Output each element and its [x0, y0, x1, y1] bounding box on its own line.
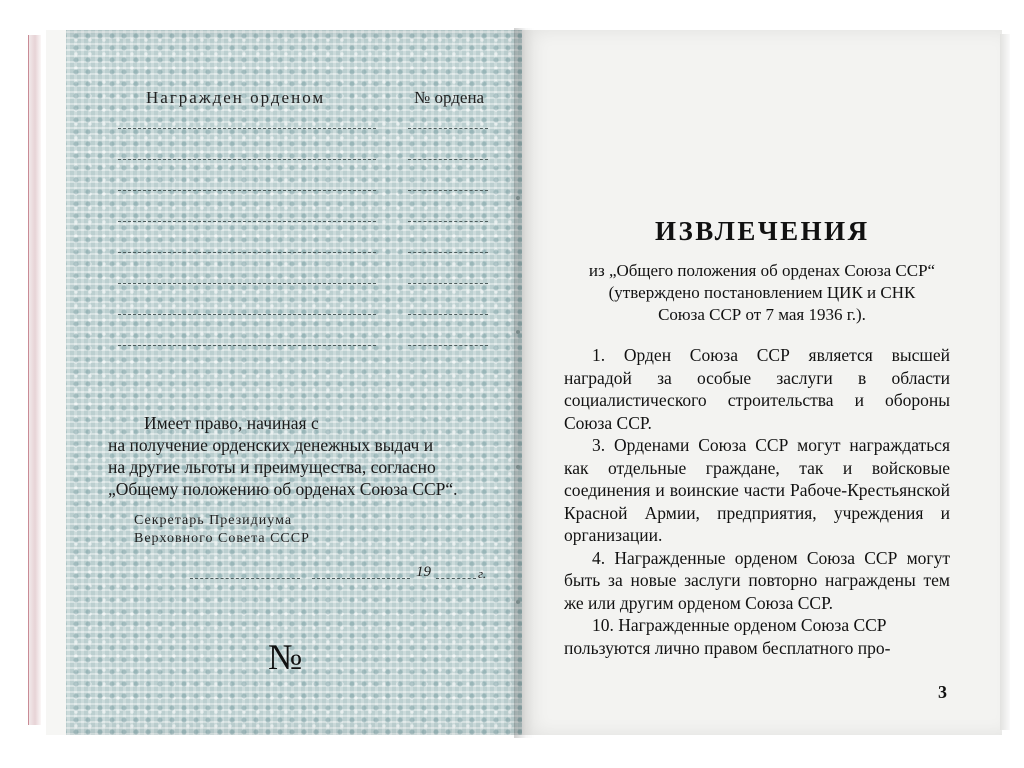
perforation-hole: [516, 600, 520, 604]
excerpt-paragraph: 3. Орденами Союза ССР могут награждаться как отдельные граждане, так и войсковые соединения и воинские части Рабоче-Крестьянской Красной Армии, предприятия, учреждения и организации.: [564, 435, 950, 545]
left-page-margin: [46, 30, 66, 735]
order-number-label: № ордена: [414, 88, 485, 107]
signature-title-line: Верховного Совета СССР: [134, 531, 310, 546]
rights-line: на получение орденских денежных выдач и: [108, 435, 434, 455]
signature-block: [134, 512, 310, 548]
perforation-hole: [516, 196, 520, 200]
excerpt-paragraph: 10. Награжденные орденом Союза ССР пользуются лично правом бесплатного про-: [564, 615, 891, 658]
year-line: [436, 578, 476, 579]
order-name-line: [118, 345, 376, 346]
order-name-line: [118, 159, 376, 160]
perforation-hole: [516, 330, 520, 334]
order-name-line: [118, 314, 376, 315]
order-name-line: [118, 252, 376, 253]
left-page: [46, 30, 526, 735]
subtitle-line: из „Общего положения об орденах Союза ССР“: [588, 261, 936, 280]
order-name-line: [118, 283, 376, 284]
signature-line: [190, 578, 300, 579]
rights-line: Имеет право, начиная с: [144, 413, 319, 433]
rights-line: на другие льготы и преимущества, согласно: [108, 457, 436, 477]
page-edge-right: [1000, 34, 1010, 730]
excerpt-paragraph: 1. Орден Союза ССР является высшей наградой за особые заслуги в области социалистического строительства и обороны Союза ССР.: [564, 345, 950, 433]
perforation-hole: [516, 465, 520, 469]
document-number-sign: №: [268, 637, 303, 677]
order-number-line: [408, 252, 488, 253]
excerpt-paragraph: 4. Награжденные орденом Союза ССР могут быть за новые заслуги повторно награждены тем же или другим орденом Союза ССР.: [564, 547, 950, 613]
page-title: ИЗВЛЕЧЕНИЯ: [655, 216, 870, 246]
order-number-line: [408, 283, 488, 284]
order-number-line: [408, 128, 488, 129]
order-number-line: [408, 190, 488, 191]
order-number-line: [408, 314, 488, 315]
order-name-line: [118, 128, 376, 129]
subtitle-line: (утверждено постановлением ЦИК и СНК: [608, 283, 916, 302]
signature-title-line: Секретарь Президиума: [134, 513, 293, 528]
order-name-line: [118, 190, 376, 191]
page-subtitle: [562, 260, 962, 326]
excerpt-body: [564, 344, 950, 659]
order-number-line: [408, 221, 488, 222]
year-suffix: г.: [478, 566, 487, 581]
order-name-line: [118, 221, 376, 222]
page-edge-left: [28, 35, 41, 725]
year-prefix: 19: [416, 564, 431, 580]
rights-line: „Общему положению об орденах Союза ССР“.: [108, 479, 458, 499]
book-spine: [514, 28, 534, 738]
awarded-order-label: Награжден орденом: [146, 88, 326, 107]
order-number-line: [408, 345, 488, 346]
date-line: [312, 578, 410, 579]
page-number: 3: [938, 682, 947, 702]
subtitle-line: Союза ССР от 7 мая 1936 г.).: [658, 305, 866, 324]
order-number-line: [408, 159, 488, 160]
rights-statement: [108, 412, 508, 500]
